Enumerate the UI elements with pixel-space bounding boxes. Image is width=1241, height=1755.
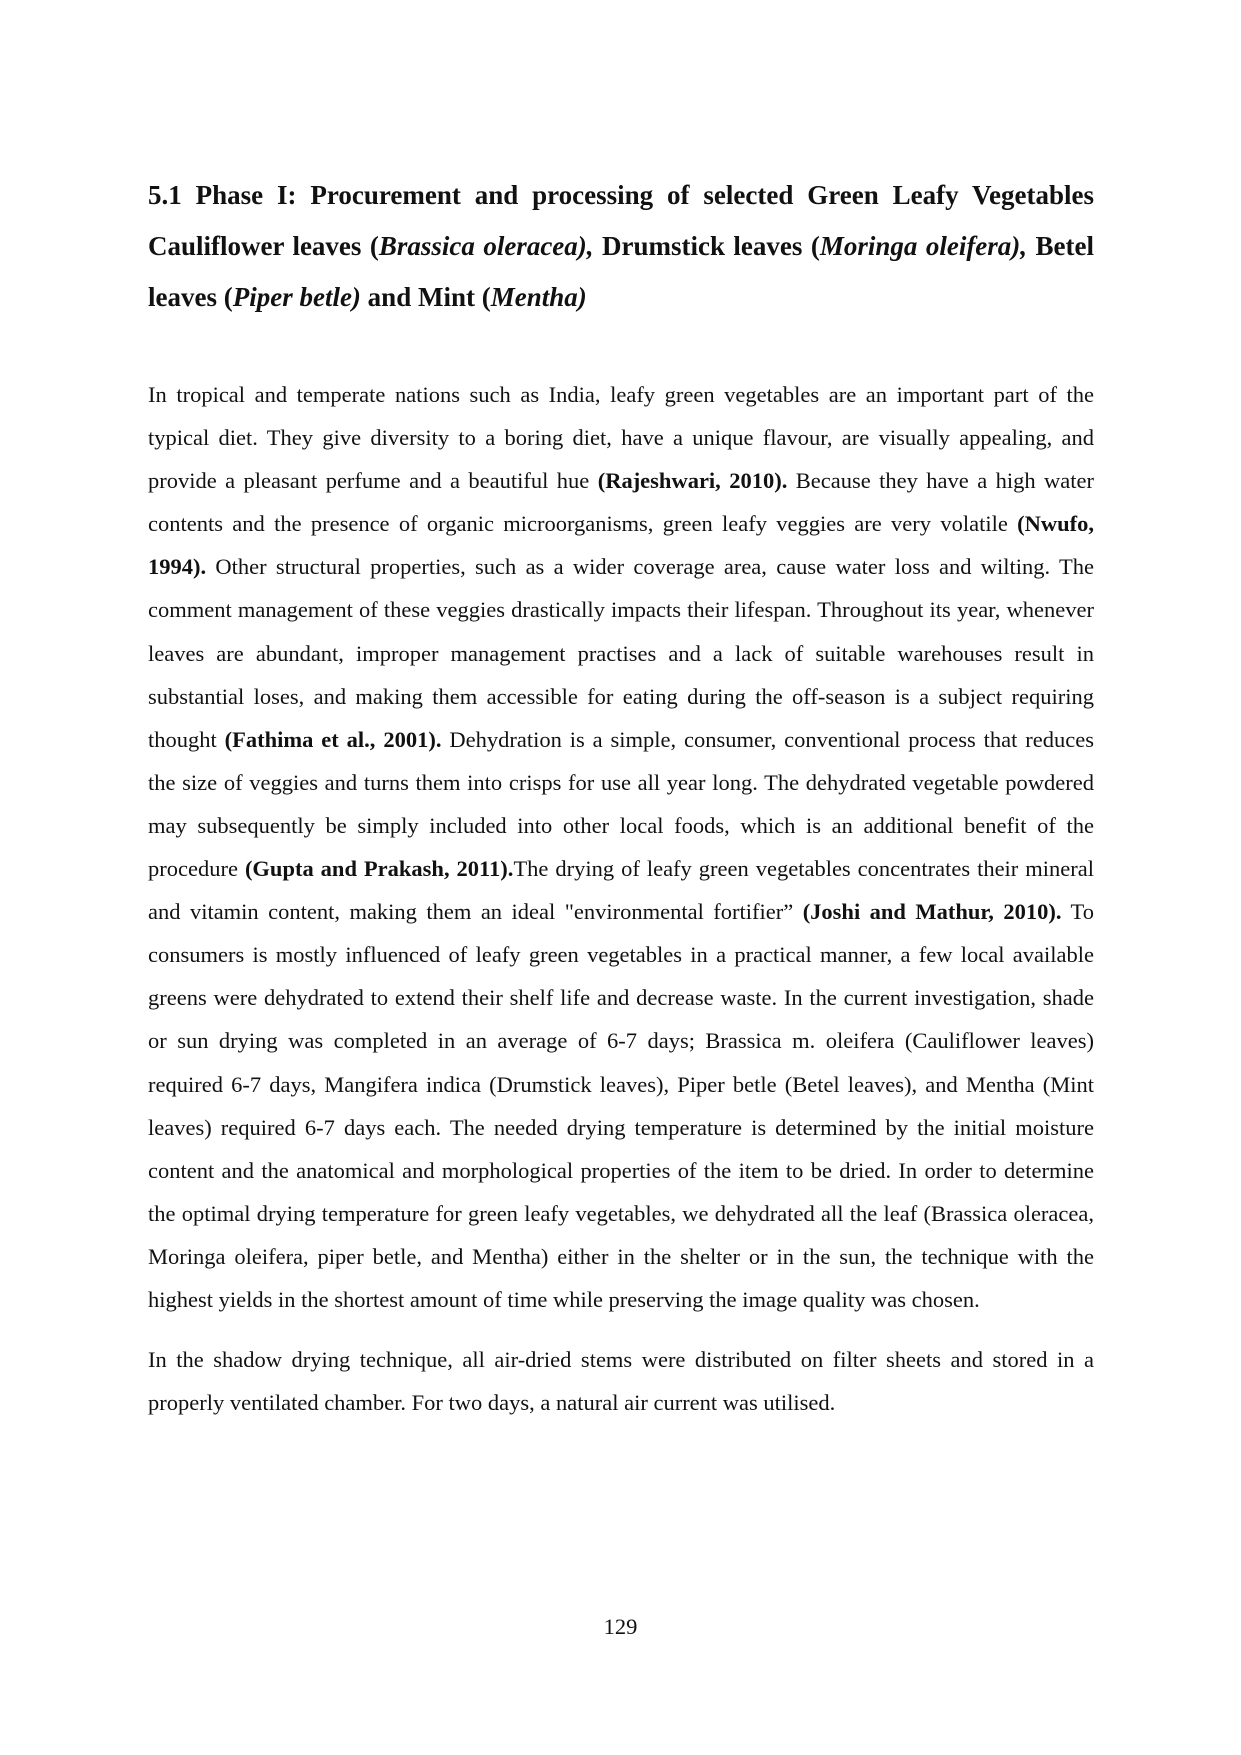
paragraph-text: Because they have a high water contents and the presence of organic microorganisms, green leafy veggies are very volatile <box>148 468 1094 537</box>
citation: (Joshi and Mathur, 2010). <box>802 899 1062 925</box>
paragraph-text: In the shadow drying technique, all air-dried stems were distributed on filter sheets and stored in a properly ventilated chamber. For two days, a natural air current was utilised. <box>148 1347 1094 1416</box>
paragraph-text: Dehydration is a simple, consumer, conventional process that reduces the size of veggies and turns them into crisps for use all year long. The dehydrated vegetable powdered may subsequently be simply included into other local foods, which is an additional benefit of the procedure <box>148 726 1094 882</box>
paragraph-text: In tropical and temperate nations such as India, leafy green vegetables are an important part of the typical diet. They give diversity to a boring diet, have a unique flavour, are visually appealing, and provide a pleasant perfume and a beautiful hue <box>148 382 1094 494</box>
citation: (Nwufo, 1994). <box>148 511 1094 580</box>
paragraph-text: The drying of leafy green vegetables concentrates their mineral and vitamin content, making them an ideal "environmental fortifier” <box>148 856 1095 925</box>
heading-text: Drumstick leaves ( <box>593 231 820 261</box>
citation: (Fathima et al., 2001). <box>224 726 442 752</box>
heading-text: Mentha) <box>490 282 587 312</box>
heading-text: and Mint ( <box>360 282 491 312</box>
citation: (Gupta and Prakash, 2011). <box>244 856 514 882</box>
heading-text: Brassica oleracea), <box>378 231 594 261</box>
paragraph <box>148 1338 1094 1424</box>
section-heading <box>148 170 1094 323</box>
paragraph-text: To consumers is mostly influenced of leafy green vegetables in a practical manner, a few local available greens were dehydrated to extend their shelf life and decrease waste. In the current investigation, shade or sun drying was completed in an average of 6-7 days; Brassica m. oleifera (Cauliflower leaves) required 6-7 days, Mangifera indica (Drumstick leaves), Piper betle (Betel leaves), and Mentha (Mint leaves) required 6-7 days each. The needed drying temperature is determined by the initial moisture content and the anatomical and morphological properties of the item to be dried. In order to determine the optimal drying temperature for green leafy vegetables, we dehydrated all the leaf (Brassica oleracea, Moringa oleifera, piper betle, and Mentha) either in the shelter or in the sun, the technique with the highest yields in the shortest amount of time while preserving the image quality was chosen. <box>148 899 1094 1312</box>
body-text <box>148 373 1094 1424</box>
heading-text: Moringa oleifera), <box>819 231 1028 261</box>
heading-text: Betel leaves ( <box>148 231 1094 312</box>
citation: (Rajeshwari, 2010). <box>597 468 788 494</box>
heading-text: Piper betle) <box>232 282 361 312</box>
document-page <box>148 170 1094 1424</box>
heading-text: 5.1 Phase I: Procurement and processing of selected Green Leafy Vegetables Cauliflower leaves ( <box>148 180 1094 261</box>
page-number: 129 <box>603 1614 638 1639</box>
paragraph-text: Other structural properties, such as a wider coverage area, cause water loss and wilting. The comment management of these veggies drastically impacts their lifespan. Throughout its year, whenever leaves are abundant, improper management practises and a lack of suitable warehouses result in substantial loses, and making them accessible for eating during the off-season is a subject requiring thought <box>148 554 1094 752</box>
paragraph <box>148 373 1094 1321</box>
